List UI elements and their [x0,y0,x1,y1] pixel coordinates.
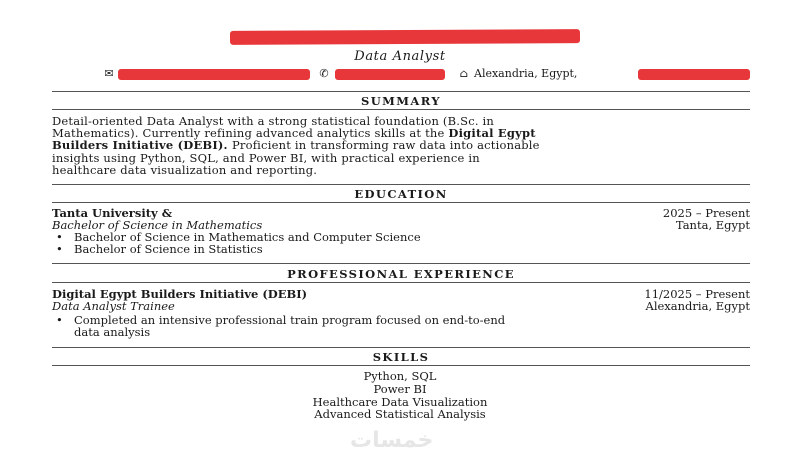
watermark: خمسات [350,428,434,453]
skill-item: Python, SQL [363,369,437,383]
summary-line: Detail-oriented Data Analyst with a strong statistical foundation (B.Sc. in [52,114,495,128]
email-icon: ✉ [104,67,114,80]
organization-name: Digital Egypt Builders Initiative (DEBI) [52,287,308,301]
experience-dates: 11/2025 – Present [644,287,750,301]
location-text: Alexandria, Egypt, [474,67,578,80]
education-dates: 2025 – Present [662,206,750,220]
phone-icon: ✆ [319,67,329,80]
email-contact [103,67,119,81]
divider [52,91,750,92]
divider [52,263,750,264]
divider [52,282,750,283]
section-title-experience: PROFESSIONAL EXPERIENCE [287,267,515,281]
redacted-link [638,69,750,80]
skills-list [0,370,800,421]
redacted-name [230,29,580,45]
section-title-skills: SKILLS [372,350,430,364]
skill-item: Advanced Statistical Analysis [314,407,486,422]
redacted-phone [335,69,445,80]
job-title: Data Analyst [354,49,446,64]
divider [52,109,750,110]
summary-line: Builders Initiative (DEBI). Proficient in transforming raw data into actionable [52,138,540,153]
divider [52,202,750,203]
divider [52,365,750,366]
divider [52,347,750,348]
degree-title: Bachelor of Science in Mathematics [52,218,263,232]
location-contact [458,67,577,81]
skill-item: Power BI [373,381,427,396]
list-item: • Bachelor of Science in Statistics [56,242,263,256]
list-item-continuation: data analysis [74,325,151,339]
divider [52,184,750,185]
summary-line: Mathematics). Currently refining advanced analytics skills at the Digital Egypt [52,126,536,141]
role-title: Data Analyst Trainee [52,299,175,313]
summary-line: insights using Python, SQL, and Power BI, with practical experience in [52,150,480,165]
phone-contact [318,67,334,81]
skill-item: Healthcare Data Visualization [312,394,488,409]
education-location: Tanta, Egypt [675,218,750,232]
school-name: Tanta University & [52,206,173,220]
list-item: • Bachelor of Science in Mathematics and Computer Science [56,230,421,244]
experience-location: Alexandria, Egypt [645,299,750,313]
section-title-education: EDUCATION [354,187,448,201]
section-title-summary: SUMMARY [361,94,441,108]
redacted-email [118,69,310,80]
home-icon: ⌂ [459,67,469,80]
summary-line: healthcare data visualization and reporting. [52,162,318,177]
list-item: • Completed an intensive professional train program focused on end-to-end [56,313,506,327]
summary-text [52,115,752,176]
